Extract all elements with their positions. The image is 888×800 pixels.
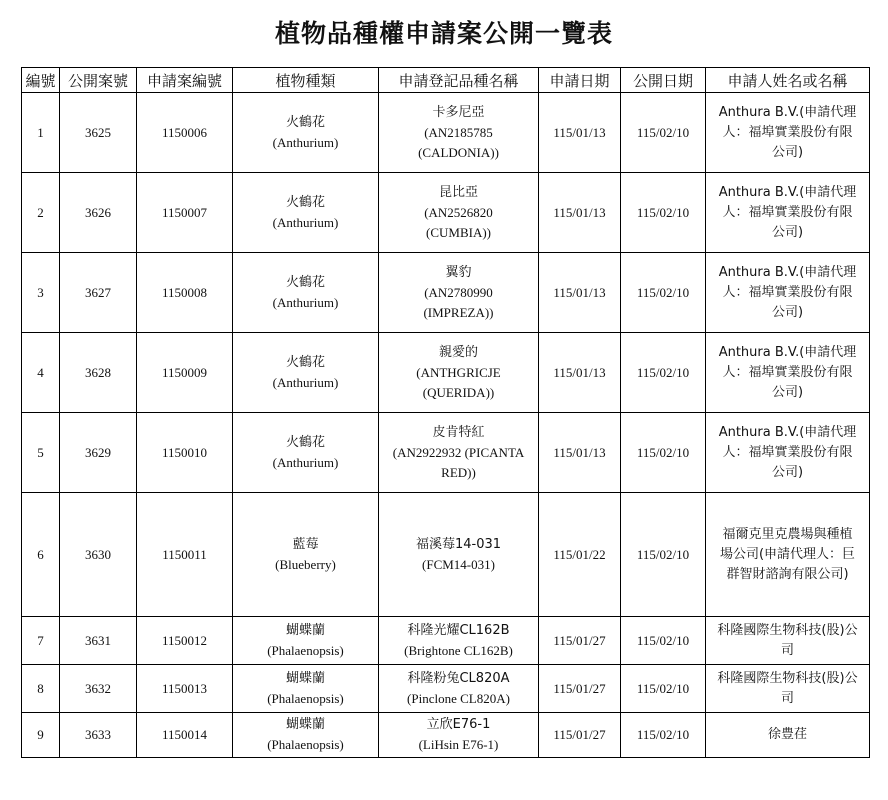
cell-pub-no: 3625 <box>60 93 137 173</box>
cell-variety-name-line: (AN2526820 <box>424 204 493 220</box>
cell-applicant-line: Anthura B.V.(申請代理 <box>718 104 857 120</box>
cell-plant-type <box>233 665 379 713</box>
cell-variety-name-line: (ANTHGRICJE <box>416 364 501 380</box>
cell-plant-type <box>233 493 379 617</box>
plant-name-latin: (Anthurium) <box>272 134 339 150</box>
cell-no: 5 <box>22 413 60 493</box>
cell-app-no: 1150008 <box>137 253 233 333</box>
cell-variety-name <box>379 173 539 253</box>
plant-name-latin: (Anthurium) <box>272 214 339 230</box>
cell-app-date: 115/01/13 <box>539 93 621 173</box>
cell-variety-name-line: (IMPREZA)) <box>423 304 494 320</box>
cell-variety-name-line: (QUERIDA)) <box>422 384 495 400</box>
cell-app-no: 1150010 <box>137 413 233 493</box>
plant-name-chinese: 蝴蝶蘭 <box>285 717 325 732</box>
cell-variety-name <box>379 665 539 713</box>
cell-applicant-line: Anthura B.V.(申請代理 <box>718 184 857 200</box>
table-row <box>22 493 870 617</box>
cell-applicant <box>706 93 870 173</box>
cell-applicant <box>706 413 870 493</box>
cell-applicant-line: 公司) <box>771 224 804 240</box>
cell-applicant-line: 司 <box>780 642 794 658</box>
cell-variety-name-line: (AN2185785 <box>424 124 493 140</box>
plant-name-chinese: 火鶴花 <box>285 434 325 450</box>
plant-name-latin: (Anthurium) <box>272 374 339 390</box>
cell-app-no: 1150013 <box>137 665 233 713</box>
table-row <box>22 93 870 173</box>
cell-variety-name-line: 昆比亞 <box>438 184 478 200</box>
column-header-variety-name: 申請登記品種名稱 <box>379 68 539 93</box>
cell-no: 9 <box>22 713 60 758</box>
cell-applicant <box>706 333 870 413</box>
cell-variety-name-line: 卡多尼亞 <box>432 104 485 120</box>
cell-app-date: 115/01/27 <box>539 617 621 665</box>
table-header-row <box>22 68 870 93</box>
table-row <box>22 333 870 413</box>
cell-pub-no: 3626 <box>60 173 137 253</box>
table-body <box>22 93 870 758</box>
plant-name-latin: (Phalaenopsis) <box>267 690 344 706</box>
plant-name-latin: (Anthurium) <box>272 454 339 470</box>
column-header-app-no: 申請案編號 <box>137 68 233 93</box>
plant-name-latin: (Anthurium) <box>272 294 339 310</box>
table-row <box>22 173 870 253</box>
cell-applicant-line: 場公司(申請代理人：巨 <box>719 546 856 562</box>
plant-name-chinese: 火鶴花 <box>285 114 325 130</box>
cell-applicant-line: Anthura B.V.(申請代理 <box>718 424 857 440</box>
cell-pub-no: 3632 <box>60 665 137 713</box>
cell-variety-name-line: 翼豹 <box>445 264 472 280</box>
cell-app-date: 115/01/27 <box>539 713 621 758</box>
cell-pub-no: 3627 <box>60 253 137 333</box>
cell-applicant <box>706 617 870 665</box>
cell-variety-name <box>379 93 539 173</box>
cell-applicant-line: 科隆國際生物科技(股)公 <box>717 622 858 638</box>
applications-table <box>21 67 870 758</box>
cell-app-no: 1150009 <box>137 333 233 413</box>
cell-variety-name-line: (AN2922932 (PICANTA <box>392 444 525 460</box>
cell-applicant-line: 公司) <box>771 304 804 320</box>
cell-variety-name <box>379 617 539 665</box>
column-header-no: 編號 <box>22 68 60 93</box>
cell-applicant <box>706 173 870 253</box>
cell-pub-date: 115/02/10 <box>621 617 706 665</box>
column-header-pub-no: 公開案號 <box>60 68 137 93</box>
cell-app-date: 115/01/22 <box>539 493 621 617</box>
cell-applicant-line: 人：福埠實業股份有限 <box>722 364 853 380</box>
cell-no: 3 <box>22 253 60 333</box>
cell-plant-type <box>233 713 379 758</box>
table-row <box>22 713 870 758</box>
cell-pub-no: 3633 <box>60 713 137 758</box>
cell-applicant <box>706 713 870 758</box>
cell-plant-type <box>233 173 379 253</box>
plant-name-latin: (Phalaenopsis) <box>267 737 344 752</box>
cell-variety-name <box>379 253 539 333</box>
cell-variety-name-line: (AN2780990 <box>424 284 493 300</box>
table-row <box>22 253 870 333</box>
cell-applicant-line: 徐豊荏 <box>767 727 807 742</box>
cell-pub-no: 3630 <box>60 493 137 617</box>
cell-app-no: 1150007 <box>137 173 233 253</box>
cell-applicant-line: Anthura B.V.(申請代理 <box>718 264 857 280</box>
cell-plant-type <box>233 617 379 665</box>
cell-pub-no: 3631 <box>60 617 137 665</box>
cell-variety-name-line: 親愛的 <box>438 344 478 360</box>
cell-variety-name-line: 皮肯特紅 <box>432 424 485 440</box>
plant-name-chinese: 藍莓 <box>292 536 319 552</box>
cell-variety-name-line: (CUMBIA)) <box>426 224 491 240</box>
cell-variety-name-line: (Pinclone CL820A) <box>407 690 510 706</box>
plant-name-chinese: 蝴蝶蘭 <box>285 622 325 638</box>
cell-pub-date: 115/02/10 <box>621 493 706 617</box>
cell-variety-name <box>379 413 539 493</box>
cell-no: 1 <box>22 93 60 173</box>
plant-name-chinese: 火鶴花 <box>285 194 325 210</box>
table-row <box>22 413 870 493</box>
cell-applicant-line: 福爾克里克農場與種植 <box>722 526 853 542</box>
cell-applicant-line: 人：福埠實業股份有限 <box>722 284 853 300</box>
cell-applicant-line: Anthura B.V.(申請代理 <box>718 344 857 360</box>
cell-applicant <box>706 493 870 617</box>
cell-pub-date: 115/02/10 <box>621 665 706 713</box>
cell-variety-name-line: 科隆粉兔CL820A <box>407 670 510 686</box>
cell-no: 2 <box>22 173 60 253</box>
column-header-app-date: 申請日期 <box>539 68 621 93</box>
cell-applicant-line: 公司) <box>771 384 804 400</box>
cell-app-no: 1150012 <box>137 617 233 665</box>
table-row <box>22 665 870 713</box>
cell-pub-date: 115/02/10 <box>621 93 706 173</box>
cell-variety-name-line: 立欣E76-1 <box>426 717 491 732</box>
cell-plant-type <box>233 93 379 173</box>
cell-applicant-line: 司 <box>780 690 794 706</box>
cell-applicant-line: 公司) <box>771 464 804 480</box>
plant-name-chinese: 火鶴花 <box>285 354 325 370</box>
cell-no: 8 <box>22 665 60 713</box>
cell-applicant-line: 人：福埠實業股份有限 <box>722 124 853 140</box>
cell-app-date: 115/01/13 <box>539 413 621 493</box>
cell-pub-date: 115/02/10 <box>621 413 706 493</box>
cell-variety-name-line: (CALDONIA)) <box>418 144 499 160</box>
cell-variety-name-line: (Brightone CL162B) <box>404 642 513 658</box>
cell-variety-name-line: (FCM14-031) <box>422 556 495 572</box>
cell-applicant-line: 公司) <box>771 144 804 160</box>
cell-app-date: 115/01/27 <box>539 665 621 713</box>
plant-name-chinese: 火鶴花 <box>285 274 325 290</box>
cell-pub-date: 115/02/10 <box>621 713 706 758</box>
cell-no: 4 <box>22 333 60 413</box>
cell-pub-date: 115/02/10 <box>621 253 706 333</box>
cell-applicant-line: 群智財諮詢有限公司) <box>726 566 849 582</box>
cell-pub-no: 3629 <box>60 413 137 493</box>
cell-no: 6 <box>22 493 60 617</box>
cell-pub-date: 115/02/10 <box>621 333 706 413</box>
cell-variety-name-line: (LiHsin E76-1) <box>418 737 499 752</box>
cell-plant-type <box>233 413 379 493</box>
cell-applicant <box>706 665 870 713</box>
table-row <box>22 617 870 665</box>
cell-variety-name-line: RED)) <box>441 464 476 480</box>
cell-variety-name-line: 福溪莓14-031 <box>415 536 502 552</box>
cell-variety-name <box>379 713 539 758</box>
cell-applicant-line: 人：福埠實業股份有限 <box>722 204 853 220</box>
cell-app-no: 1150006 <box>137 93 233 173</box>
cell-pub-no: 3628 <box>60 333 137 413</box>
column-header-pub-date: 公開日期 <box>621 68 706 93</box>
cell-app-date: 115/01/13 <box>539 333 621 413</box>
cell-pub-date: 115/02/10 <box>621 173 706 253</box>
cell-variety-name <box>379 493 539 617</box>
cell-variety-name <box>379 333 539 413</box>
cell-plant-type <box>233 333 379 413</box>
plant-name-chinese: 蝴蝶蘭 <box>285 670 325 686</box>
column-header-applicant: 申請人姓名或名稱 <box>706 68 870 93</box>
column-header-plant-type: 植物種類 <box>233 68 379 93</box>
plant-name-latin: (Blueberry) <box>275 556 336 572</box>
cell-variety-name-line: 科隆光耀CL162B <box>407 622 510 638</box>
cell-applicant <box>706 253 870 333</box>
cell-applicant-line: 科隆國際生物科技(股)公 <box>717 670 858 686</box>
cell-app-no: 1150011 <box>137 493 233 617</box>
cell-app-date: 115/01/13 <box>539 173 621 253</box>
cell-applicant-line: 人：福埠實業股份有限 <box>722 444 853 460</box>
cell-app-date: 115/01/13 <box>539 253 621 333</box>
cell-app-no: 1150014 <box>137 713 233 758</box>
plant-name-latin: (Phalaenopsis) <box>267 642 344 658</box>
cell-no: 7 <box>22 617 60 665</box>
page-title: 植物品種權申請案公開一覽表 <box>274 19 613 48</box>
cell-plant-type <box>233 253 379 333</box>
